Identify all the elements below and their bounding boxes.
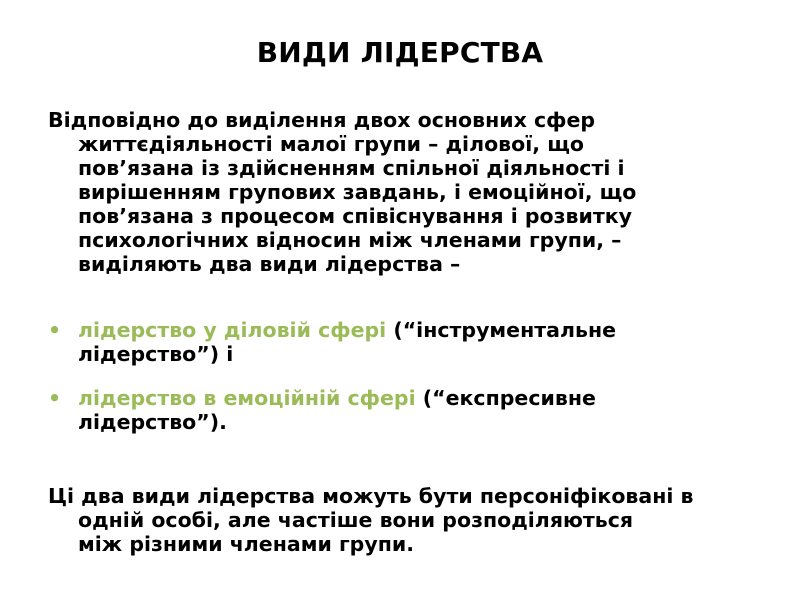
bullet-accent-text: лідерство в емоційній сфері <box>78 386 416 410</box>
intro-line: вирішенням групових завдань, і емоційної, що <box>78 180 637 204</box>
bullet-item-business-leadership <box>48 318 728 366</box>
slide-title: ВИДИ ЛІДЕРСТВА <box>256 36 544 69</box>
bullet-content <box>48 386 728 434</box>
bullet-marker: • <box>48 318 62 342</box>
bullet-text: (“інструментальне <box>386 318 617 342</box>
bullet-accent-text: лідерство у діловій сфері <box>78 318 387 342</box>
closing-paragraph <box>48 484 754 556</box>
intro-line: пов’язана з процесом співіснування і розвитку <box>78 204 633 228</box>
intro-line: пов’язана із здійсненням спільної діяльності і <box>78 156 625 180</box>
bullet-marker: • <box>48 386 62 410</box>
intro-line: психологічних відносин між членами групи, – <box>78 228 622 252</box>
closing-line: одній особі, але частіше вони розподіляються <box>78 508 634 532</box>
closing-line: між різними членами групи. <box>78 532 415 556</box>
intro-paragraph <box>48 108 754 276</box>
bullet-text: (“експресивне <box>415 386 596 410</box>
intro-line: виділяють два види лідерства – <box>78 252 461 276</box>
bullet-text: лідерство”). <box>78 410 227 434</box>
bullet-text: лідерство”) і <box>78 342 234 366</box>
intro-line: Відповідно до виділення двох основних сфер <box>48 108 596 132</box>
intro-line: життєдіяльності малої групи – ділової, що <box>78 132 584 156</box>
bullet-content <box>48 318 728 366</box>
closing-line: Ці два види лідерства можуть бути персоніфіковані в <box>48 484 694 508</box>
bullet-item-emotional-leadership <box>48 386 728 434</box>
